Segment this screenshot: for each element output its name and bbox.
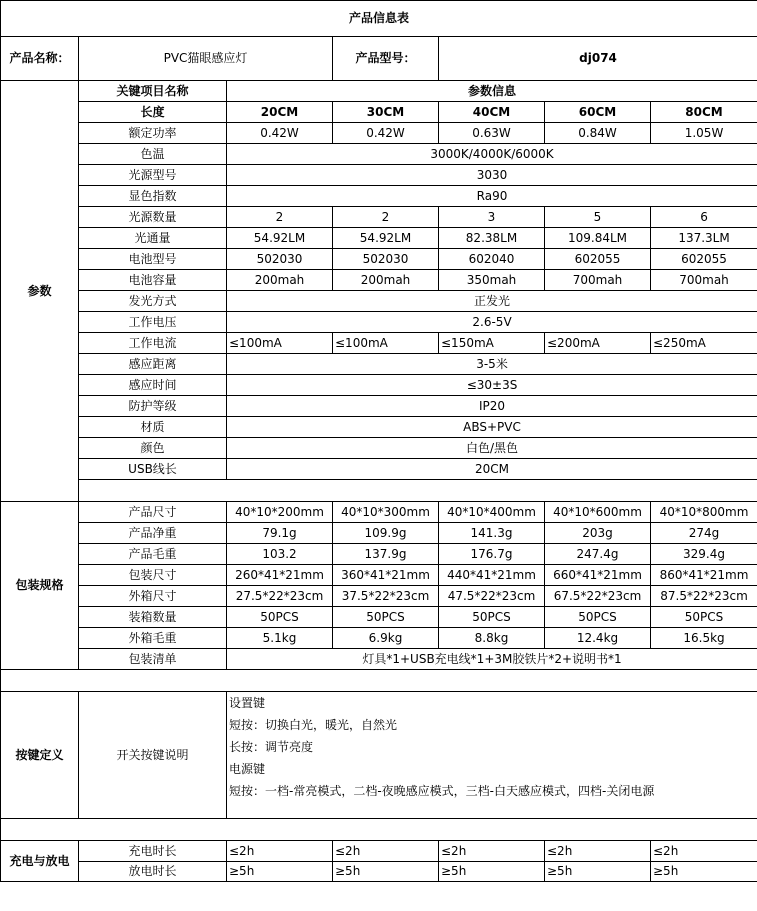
params-value: 200mah: [333, 270, 439, 291]
packaging-value: 6.9kg: [333, 628, 439, 649]
params-row: [1, 459, 757, 480]
keys-description: [227, 692, 757, 819]
packaging-value: 47.5*22*23cm: [439, 586, 545, 607]
packaging-value: 5.1kg: [227, 628, 333, 649]
packaging-value: 660*41*21mm: [545, 565, 651, 586]
charging-value: ≥5h: [333, 862, 439, 882]
params-value: 54.92LM: [227, 228, 333, 249]
charging-value: ≤2h: [439, 841, 545, 862]
params-merged-value: ≤30±3S: [227, 375, 757, 396]
params-row: [1, 375, 757, 396]
params-row: [1, 165, 757, 186]
packaging-value: 274g: [651, 523, 757, 544]
keys-line: 设置键: [229, 696, 266, 710]
keys-sub-label: 开关按键说明: [79, 692, 227, 819]
spacer-cell: [1, 819, 757, 841]
params-merged-value: IP20: [227, 396, 757, 417]
params-merged-value: ABS+PVC: [227, 417, 757, 438]
params-value: 0.42W: [333, 123, 439, 144]
packaging-value: 137.9g: [333, 544, 439, 565]
params-label: 电池型号: [79, 249, 227, 270]
params-label: 感应时间: [79, 375, 227, 396]
packaging-value: 247.4g: [545, 544, 651, 565]
params-value: 0.84W: [545, 123, 651, 144]
params-label: 光源型号: [79, 165, 227, 186]
packaging-value: 87.5*22*23cm: [651, 586, 757, 607]
packaging-value: 360*41*21mm: [333, 565, 439, 586]
packaging-value: 329.4g: [651, 544, 757, 565]
params-label: 显色指数: [79, 186, 227, 207]
params-value: ≤250mA: [651, 333, 757, 354]
packaging-value: 50PCS: [227, 607, 333, 628]
params-value: 82.38LM: [439, 228, 545, 249]
product-name-value: PVC猫眼感应灯: [79, 37, 333, 81]
params-row: [1, 207, 757, 228]
params-label: 感应距离: [79, 354, 227, 375]
spacer-row: [1, 480, 757, 502]
params-value: 109.84LM: [545, 228, 651, 249]
params-label: 光源数量: [79, 207, 227, 228]
params-row: [1, 186, 757, 207]
packaging-label: 包装尺寸: [79, 565, 227, 586]
keys-line: 短按：切换白光，暖光，自然光: [229, 718, 398, 732]
params-value: 137.3LM: [651, 228, 757, 249]
packaging-label: 外箱尺寸: [79, 586, 227, 607]
params-value: 602055: [651, 249, 757, 270]
params-row: [1, 354, 757, 375]
params-value: ≤100mA: [333, 333, 439, 354]
packaging-value: 12.4kg: [545, 628, 651, 649]
params-row: [1, 270, 757, 291]
params-merged-value: 20CM: [227, 459, 757, 480]
spacer-row: [1, 670, 757, 692]
spacer-cell: [79, 480, 757, 502]
packaging-value: 67.5*22*23cm: [545, 586, 651, 607]
params-value: 700mah: [651, 270, 757, 291]
packaging-value: 50PCS: [333, 607, 439, 628]
packaging-value: 440*41*21mm: [439, 565, 545, 586]
packaging-row: [1, 565, 757, 586]
params-label: 色温: [79, 144, 227, 165]
charging-value: ≥5h: [227, 862, 333, 882]
params-row: [1, 249, 757, 270]
packaging-row: [1, 586, 757, 607]
packaging-label: 装箱数量: [79, 607, 227, 628]
charging-row: [1, 862, 757, 882]
length-20cm: 20CM: [227, 102, 333, 123]
params-row: [1, 123, 757, 144]
param-info-header: 参数信息: [227, 81, 757, 102]
params-section-label: 参数: [1, 81, 79, 502]
packaging-value: 109.9g: [333, 523, 439, 544]
charging-value: ≤2h: [227, 841, 333, 862]
packaging-value: 79.1g: [227, 523, 333, 544]
charging-value: ≥5h: [651, 862, 757, 882]
length-40cm: 40CM: [439, 102, 545, 123]
packaging-row: [1, 544, 757, 565]
params-merged-value: 2.6-5V: [227, 312, 757, 333]
product-model-value: dj074: [439, 37, 757, 81]
packaging-label: 产品尺寸: [79, 502, 227, 523]
params-value: 1.05W: [651, 123, 757, 144]
charging-value: ≤2h: [651, 841, 757, 862]
params-label: 材质: [79, 417, 227, 438]
params-value: ≤200mA: [545, 333, 651, 354]
product-header-row: [1, 37, 757, 81]
params-value: 2: [333, 207, 439, 228]
key-item-header: 关键项目名称: [79, 81, 227, 102]
packaging-label: 外箱毛重: [79, 628, 227, 649]
params-value: ≤100mA: [227, 333, 333, 354]
packaging-value: 40*10*200mm: [227, 502, 333, 523]
params-value: 350mah: [439, 270, 545, 291]
params-merged-value: Ra90: [227, 186, 757, 207]
params-row: [1, 417, 757, 438]
params-label: 防护等级: [79, 396, 227, 417]
params-label: 电池容量: [79, 270, 227, 291]
keys-section-label: 按键定义: [1, 692, 79, 819]
packaging-row: [1, 607, 757, 628]
packaging-value: 141.3g: [439, 523, 545, 544]
params-label: 额定功率: [79, 123, 227, 144]
params-value: 502030: [227, 249, 333, 270]
params-row: [1, 291, 757, 312]
charging-label: 放电时长: [79, 862, 227, 882]
params-row: [1, 312, 757, 333]
title-row: [1, 1, 757, 37]
params-value: 502030: [333, 249, 439, 270]
params-merged-value: 正发光: [227, 291, 757, 312]
params-value: 3: [439, 207, 545, 228]
product-model-label: 产品型号：: [333, 37, 439, 81]
charging-section-label: 充电与放电: [1, 841, 79, 882]
packaging-label: 包装清单: [79, 649, 227, 670]
params-value: 602040: [439, 249, 545, 270]
params-label: 工作电流: [79, 333, 227, 354]
packaging-merged-value: 灯具*1+USB充电线*1+3M胶铁片*2+说明书*1: [227, 649, 757, 670]
length-80cm: 80CM: [651, 102, 757, 123]
spacer-cell: [1, 670, 757, 692]
length-30cm: 30CM: [333, 102, 439, 123]
table-title: 产品信息表: [1, 1, 757, 37]
packaging-value: 27.5*22*23cm: [227, 586, 333, 607]
params-value: 54.92LM: [333, 228, 439, 249]
params-label: 工作电压: [79, 312, 227, 333]
packaging-value: 260*41*21mm: [227, 565, 333, 586]
keys-line: 电源键: [229, 762, 266, 776]
params-merged-value: 3030: [227, 165, 757, 186]
packaging-value: 176.7g: [439, 544, 545, 565]
params-row: [1, 333, 757, 354]
packaging-value: 37.5*22*23cm: [333, 586, 439, 607]
length-60cm: 60CM: [545, 102, 651, 123]
length-row: [1, 102, 757, 123]
params-label: USB线长: [79, 459, 227, 480]
charging-value: ≥5h: [545, 862, 651, 882]
params-row: [1, 144, 757, 165]
params-row: [1, 228, 757, 249]
packaging-value: 40*10*300mm: [333, 502, 439, 523]
packaging-label: 产品毛重: [79, 544, 227, 565]
charging-label: 充电时长: [79, 841, 227, 862]
packaging-value: 50PCS: [439, 607, 545, 628]
params-value: 5: [545, 207, 651, 228]
packaging-value: 50PCS: [545, 607, 651, 628]
params-value: 0.63W: [439, 123, 545, 144]
spacer-row: [1, 819, 757, 841]
params-label: 颜色: [79, 438, 227, 459]
product-name-label: 产品名称：: [1, 37, 79, 81]
params-label: 发光方式: [79, 291, 227, 312]
length-label: 长度: [79, 102, 227, 123]
packaging-value: 40*10*800mm: [651, 502, 757, 523]
params-value: 0.42W: [227, 123, 333, 144]
charging-value: ≤2h: [545, 841, 651, 862]
charging-value: ≤2h: [333, 841, 439, 862]
params-label: 光通量: [79, 228, 227, 249]
packaging-value: 50PCS: [651, 607, 757, 628]
params-value: ≤150mA: [439, 333, 545, 354]
params-merged-value: 3-5米: [227, 354, 757, 375]
packaging-value: 8.8kg: [439, 628, 545, 649]
params-row: [1, 438, 757, 459]
charging-value: ≥5h: [439, 862, 545, 882]
params-merged-value: 3000K/4000K/6000K: [227, 144, 757, 165]
params-value: 602055: [545, 249, 651, 270]
keys-row: [1, 692, 757, 819]
keys-line: 长按：调节亮度: [229, 740, 314, 754]
charging-row: [1, 841, 757, 862]
packaging-section-label: 包装规格: [1, 502, 79, 670]
params-value: 6: [651, 207, 757, 228]
params-value: 200mah: [227, 270, 333, 291]
keys-line: 短按：一档-常亮模式，二档-夜晚感应模式，三档-白天感应模式，四档-关闭电源: [229, 784, 655, 798]
params-value: 2: [227, 207, 333, 228]
params-row: [1, 396, 757, 417]
packaging-row: [1, 502, 757, 523]
packaging-value: 16.5kg: [651, 628, 757, 649]
params-merged-value: 白色/黑色: [227, 438, 757, 459]
packaging-label: 产品净重: [79, 523, 227, 544]
packaging-value: 203g: [545, 523, 651, 544]
packaging-value: 40*10*400mm: [439, 502, 545, 523]
packaging-value: 40*10*600mm: [545, 502, 651, 523]
params-header-row: [1, 81, 757, 102]
packaging-row: [1, 628, 757, 649]
packaging-value: 103.2: [227, 544, 333, 565]
packaging-row: [1, 649, 757, 670]
params-value: 700mah: [545, 270, 651, 291]
packaging-row: [1, 523, 757, 544]
packaging-value: 860*41*21mm: [651, 565, 757, 586]
